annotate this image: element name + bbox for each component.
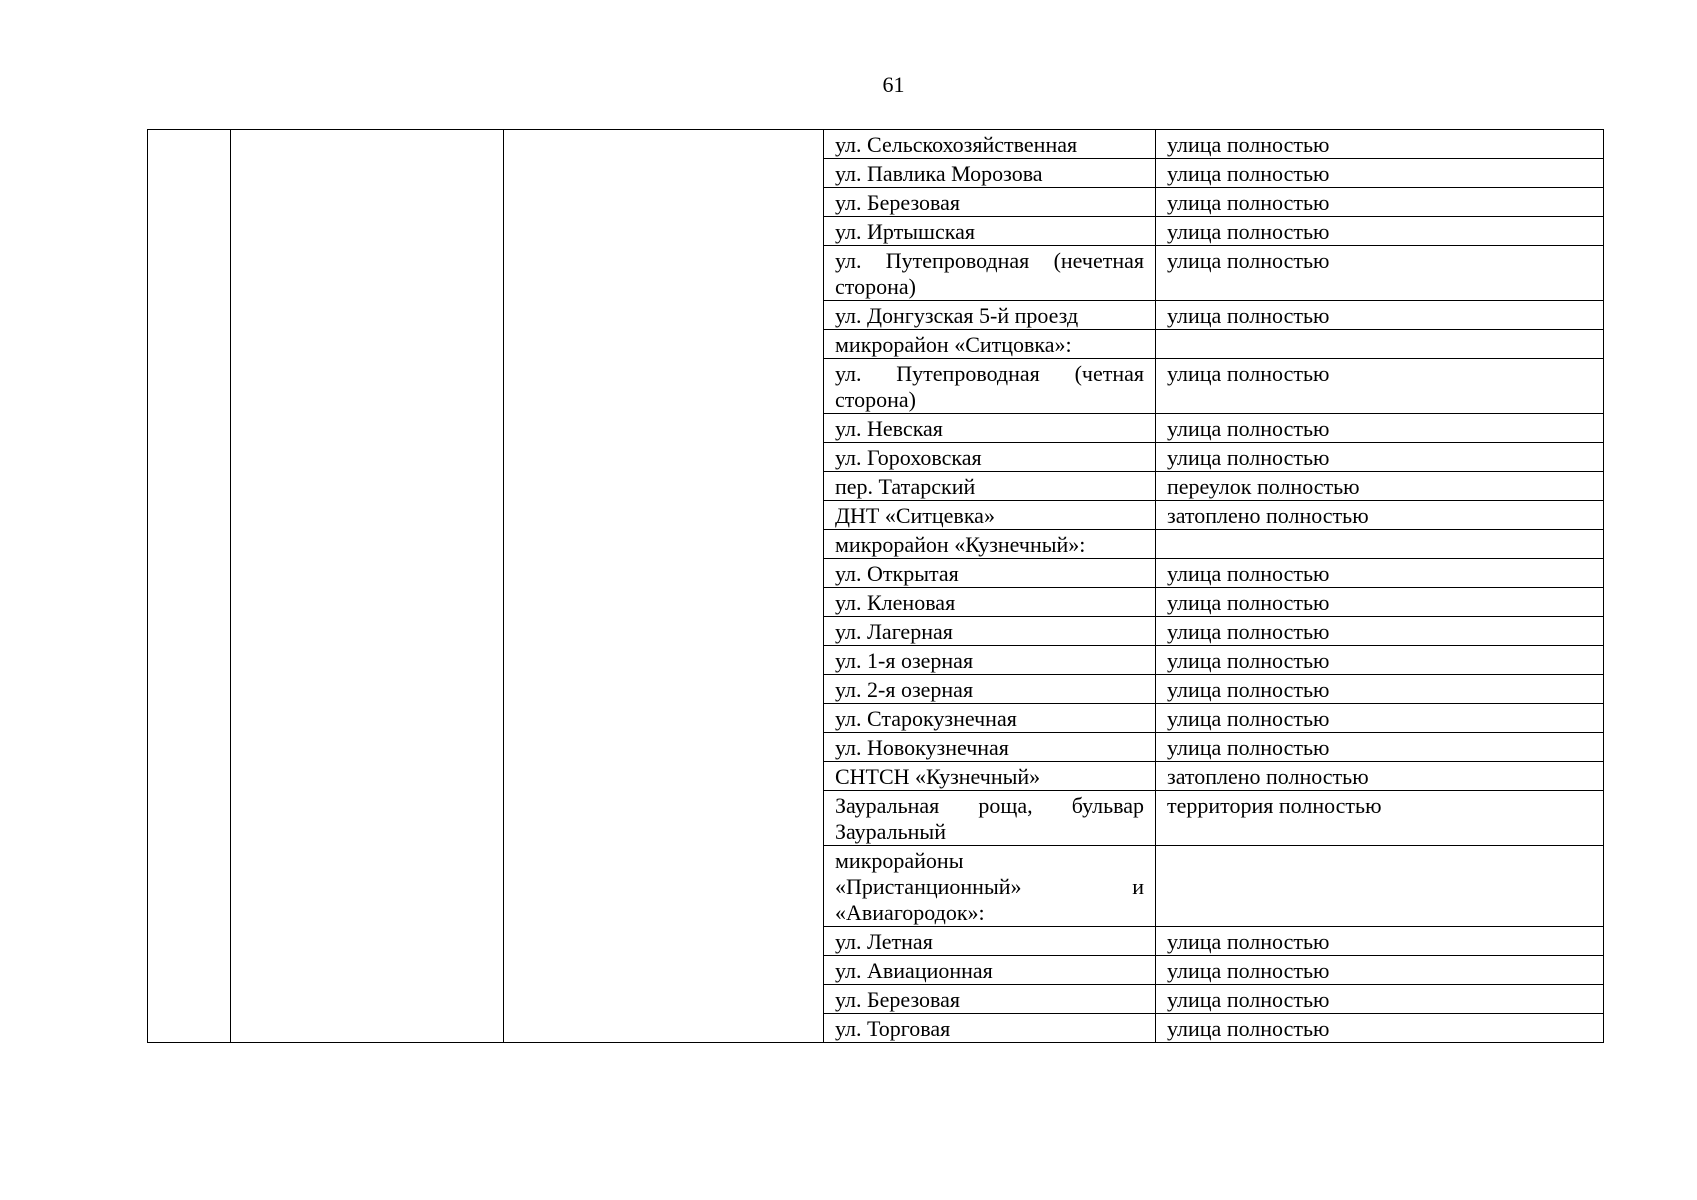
scope-cell: затоплено полностью (1156, 501, 1604, 530)
street-cell: ул. Авиационная (824, 956, 1156, 985)
scope-cell: улица полностью (1156, 359, 1604, 414)
scope-cell (1156, 530, 1604, 559)
street-cell: ул. Лагерная (824, 617, 1156, 646)
street-cell: Зауральная роща, бульвар Зауральный (824, 791, 1156, 846)
street-cell: ул. Летная (824, 927, 1156, 956)
street-cell: микрорайон «Кузнечный»: (824, 530, 1156, 559)
scope-cell: территория полностью (1156, 791, 1604, 846)
scope-cell: улица полностью (1156, 414, 1604, 443)
street-cell: ул. Путепроводная (четная сторона) (824, 359, 1156, 414)
street-cell: ул. Иртышская (824, 217, 1156, 246)
street-cell: ул. Кленовая (824, 588, 1156, 617)
scope-cell: улица полностью (1156, 1014, 1604, 1043)
street-cell: ул. Сельскохозяйственная (824, 130, 1156, 159)
street-cell: микрорайоны «Пристанционный» и «Авиагородок»: (824, 846, 1156, 927)
street-cell: ул. Новокузнечная (824, 733, 1156, 762)
table-row (148, 130, 1604, 159)
scope-cell: улица полностью (1156, 443, 1604, 472)
street-cell: ул. Березовая (824, 985, 1156, 1014)
settlement-column-cell (504, 130, 824, 1043)
scope-cell (1156, 330, 1604, 359)
street-cell: ул. Старокузнечная (824, 704, 1156, 733)
scope-cell: улица полностью (1156, 246, 1604, 301)
scope-cell: затоплено полностью (1156, 762, 1604, 791)
district-column-cell (231, 130, 504, 1043)
scope-cell: улица полностью (1156, 617, 1604, 646)
street-cell: ДНТ «Ситцевка» (824, 501, 1156, 530)
street-cell: ул. Павлика Морозова (824, 159, 1156, 188)
scope-cell: улица полностью (1156, 956, 1604, 985)
scope-cell: улица полностью (1156, 301, 1604, 330)
scope-cell: улица полностью (1156, 927, 1604, 956)
street-cell: ул. Березовая (824, 188, 1156, 217)
table-body (148, 130, 1604, 1043)
scope-cell: улица полностью (1156, 559, 1604, 588)
street-cell: ул. Путепроводная (нечетная сторона) (824, 246, 1156, 301)
street-cell: ул. Открытая (824, 559, 1156, 588)
scope-cell: улица полностью (1156, 588, 1604, 617)
page-number: 61 (882, 72, 905, 97)
street-cell: пер. Татарский (824, 472, 1156, 501)
scope-cell (1156, 846, 1604, 927)
street-cell: СНТСН «Кузнечный» (824, 762, 1156, 791)
street-cell: ул. Невская (824, 414, 1156, 443)
street-cell: ул. Донгузская 5-й проезд (824, 301, 1156, 330)
street-cell: микрорайон «Ситцовка»: (824, 330, 1156, 359)
flood-zone-table (147, 129, 1604, 1043)
scope-cell: улица полностью (1156, 159, 1604, 188)
number-column-cell (148, 130, 231, 1043)
street-cell: ул. Торговая (824, 1014, 1156, 1043)
scope-cell: улица полностью (1156, 217, 1604, 246)
street-cell: ул. 1-я озерная (824, 646, 1156, 675)
scope-cell: улица полностью (1156, 733, 1604, 762)
street-cell: ул. 2-я озерная (824, 675, 1156, 704)
scope-cell: улица полностью (1156, 704, 1604, 733)
scope-cell: улица полностью (1156, 130, 1604, 159)
scope-cell: улица полностью (1156, 646, 1604, 675)
scope-cell: переулок полностью (1156, 472, 1604, 501)
street-cell: ул. Гороховская (824, 443, 1156, 472)
scope-cell: улица полностью (1156, 675, 1604, 704)
scope-cell: улица полностью (1156, 985, 1604, 1014)
scope-cell: улица полностью (1156, 188, 1604, 217)
